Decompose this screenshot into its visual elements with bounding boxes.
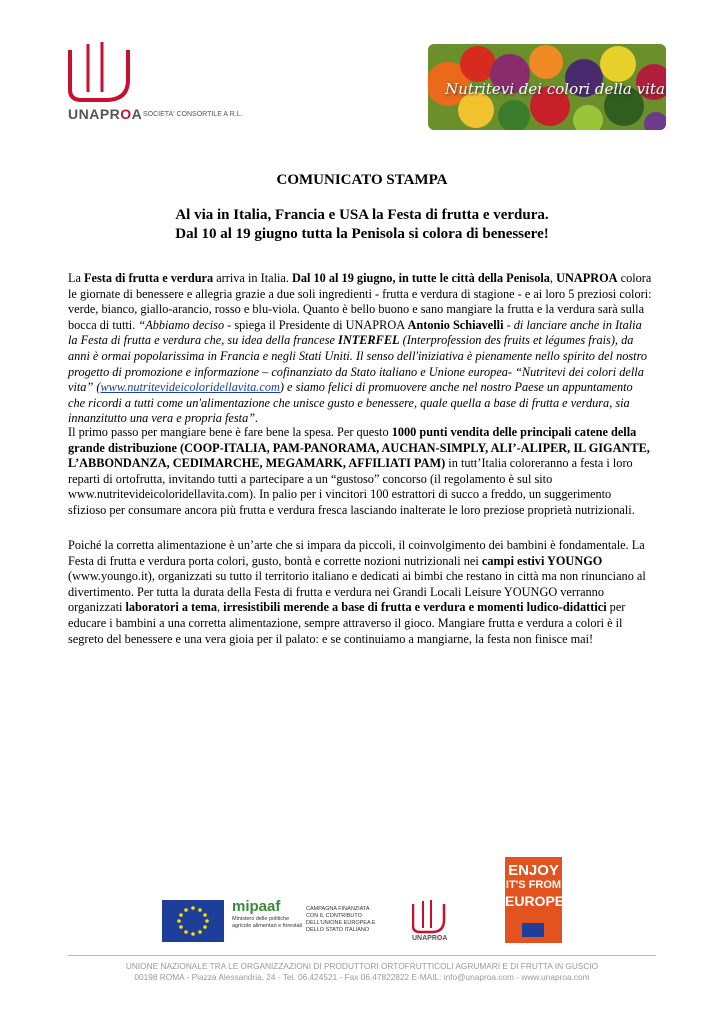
footer-divider [68, 955, 656, 956]
footer-address: 00198 ROMA - Piazza Alessandria, 24 - Tel. 06.424521 - Fax 06.47822822 E-MAIL: info@unaproa.com - www.unaproa.com [134, 972, 590, 982]
paragraph-3: Poiché la corretta alimentazione è un’arte che si impara da piccoli, il coinvolgimento dei bambini è fondamentale. La Festa di frutta e verdura porta colori, gusto, bontà e corrette nozioni nutrizionali nei campi estivi YOUNGO (www.youngo.it), organizzati su tutto il territorio italiano e dedicati ai bimbi che restano in città ma non rinunciano al divertimento. Per tutta la durata della Festa di frutta e verdura nei Grandi Locali Leisure YOUNGO verranno organizzati laboratori a tema, irresistibili merende a base di frutta e verdura e momenti ludico-didattici per educare i bambini a una corretta alimentazione, sempre attraverso il gioco. Mangiare frutta e verdura a colori è il segreto del benessere e una vera gioia per il palato: e se continuiamo a mangiarne, la festa non finisce mai! [68, 538, 646, 646]
website-link[interactable]: www.nutritevideicoloridellavita.com [100, 380, 280, 395]
enjoy-europe-badge [505, 857, 565, 943]
logo-subtitle: SOCIETA' CONSORTILE A R.L. [143, 111, 243, 118]
headline [0, 206, 724, 244]
footer-organization: UNIONE NAZIONALE TRA LE ORGANIZZAZIONI DI PRODUTTORI ORTOFRUTTICOLI AGRUMARI E DI FRUTTA IN GUSCIO [125, 961, 599, 971]
eu-flag-icon [162, 900, 224, 942]
enjoy-line-2: IT'S FROM [505, 879, 562, 891]
mipaaf-logo: mipaaf [232, 898, 281, 915]
unaproa-small-logo-mark [412, 900, 452, 934]
paragraph-2: Il primo passo per mangiare bene è fare bene la spesa. Per questo 1000 punti vendita delle principali catene della grande distribuzione (COOP-ITALIA, PAM-PANORAMA, AUCHAN-SIMPLY, ALI’-ALIPER, IL GIGANTE, L’ABBONDANZA, CEDIMARCHE, MEGAMARK, AFFILIATI PAM) in tutt’Italia coloreranno a festa i loro reparti di ortofrutta, invitando tutti a partecipare a un “gustoso” concorso (il regolamento è sul sito www.nutritevideicoloridellavita.com). In palio per i vincitori 100 estrattori di succo a freddo, un suggerimento sfizioso per consumare ancora più frutta e verdura fresca lasciando inalterate le loro preziose proprietà nutrizionali. [68, 425, 650, 517]
enjoy-line-1: ENJOY [508, 862, 559, 879]
banner-slogan: Nutritevi dei colori della vita [445, 80, 665, 98]
paragraph-1: La Festa di frutta e verdura arriva in Italia. Dal 10 al 19 giugno, in tutte le città della Penisola, UNAPROA colora le giornate di benessere e allegria grazie a due soli ingredienti - frutta e verdura di stagione - e ai loro 5 preziosi colori: verde, bianco, giallo-arancio, rosso e blu-viola. Quanto è bello buono e sano mangiare la frutta e la verdura sarà sulla bocca di tutti. “Abbiamo deciso - spiega il Presidente di UNAPROA Antonio Schiavelli - di lanciare anche in Italia la Festa di frutta e verdura che, su idea della francese INTERFEL (Interprofession des fruits et légumes frais), da anni è ormai popolarissima in Francia e negli Stati Uniti. Il senso dell'iniziativa è pienamente nello spirito del nostro progetto di promozione e informazione – cofinanziato da Stato italiano e Unione europea- “Nutritevi dei colori della vita” (www.nutritevideicoloridellavita.com) e siamo felici di promuovere anche nel nostro Paese un appuntamento che ricordi a tutti come un'alimentazione che unisce gusto e benessere, quale quella a base di frutta e verdura, sia innanzitutto una vera e propria festa”. [68, 271, 652, 426]
unaproa-small-logo-text: UNAPROA [412, 935, 448, 942]
eu-flag-small-icon [522, 923, 544, 937]
enjoy-line-3: EUROPE [505, 893, 565, 909]
headline-line-2: Dal 10 al 19 giugno tutta la Penisola si colora di benessere! [175, 226, 549, 242]
document-type: COMUNICATO STAMPA [276, 172, 448, 188]
headline-line-1: Al via in Italia, Francia e USA la Festa di frutta e verdura. [175, 207, 549, 223]
unaproa-logo-text: UNAPROA [68, 106, 143, 122]
mipaaf-subtitle: Ministero delle politiche agricole alimentari e forestali [232, 916, 303, 929]
unaproa-logo-mark [68, 42, 144, 102]
campaign-notice: CAMPAGNA FINANZIATA CON IL CONTRIBUTO DELL'UNIONE EUROPEA E DELLO STATO ITALIANO [306, 906, 376, 933]
